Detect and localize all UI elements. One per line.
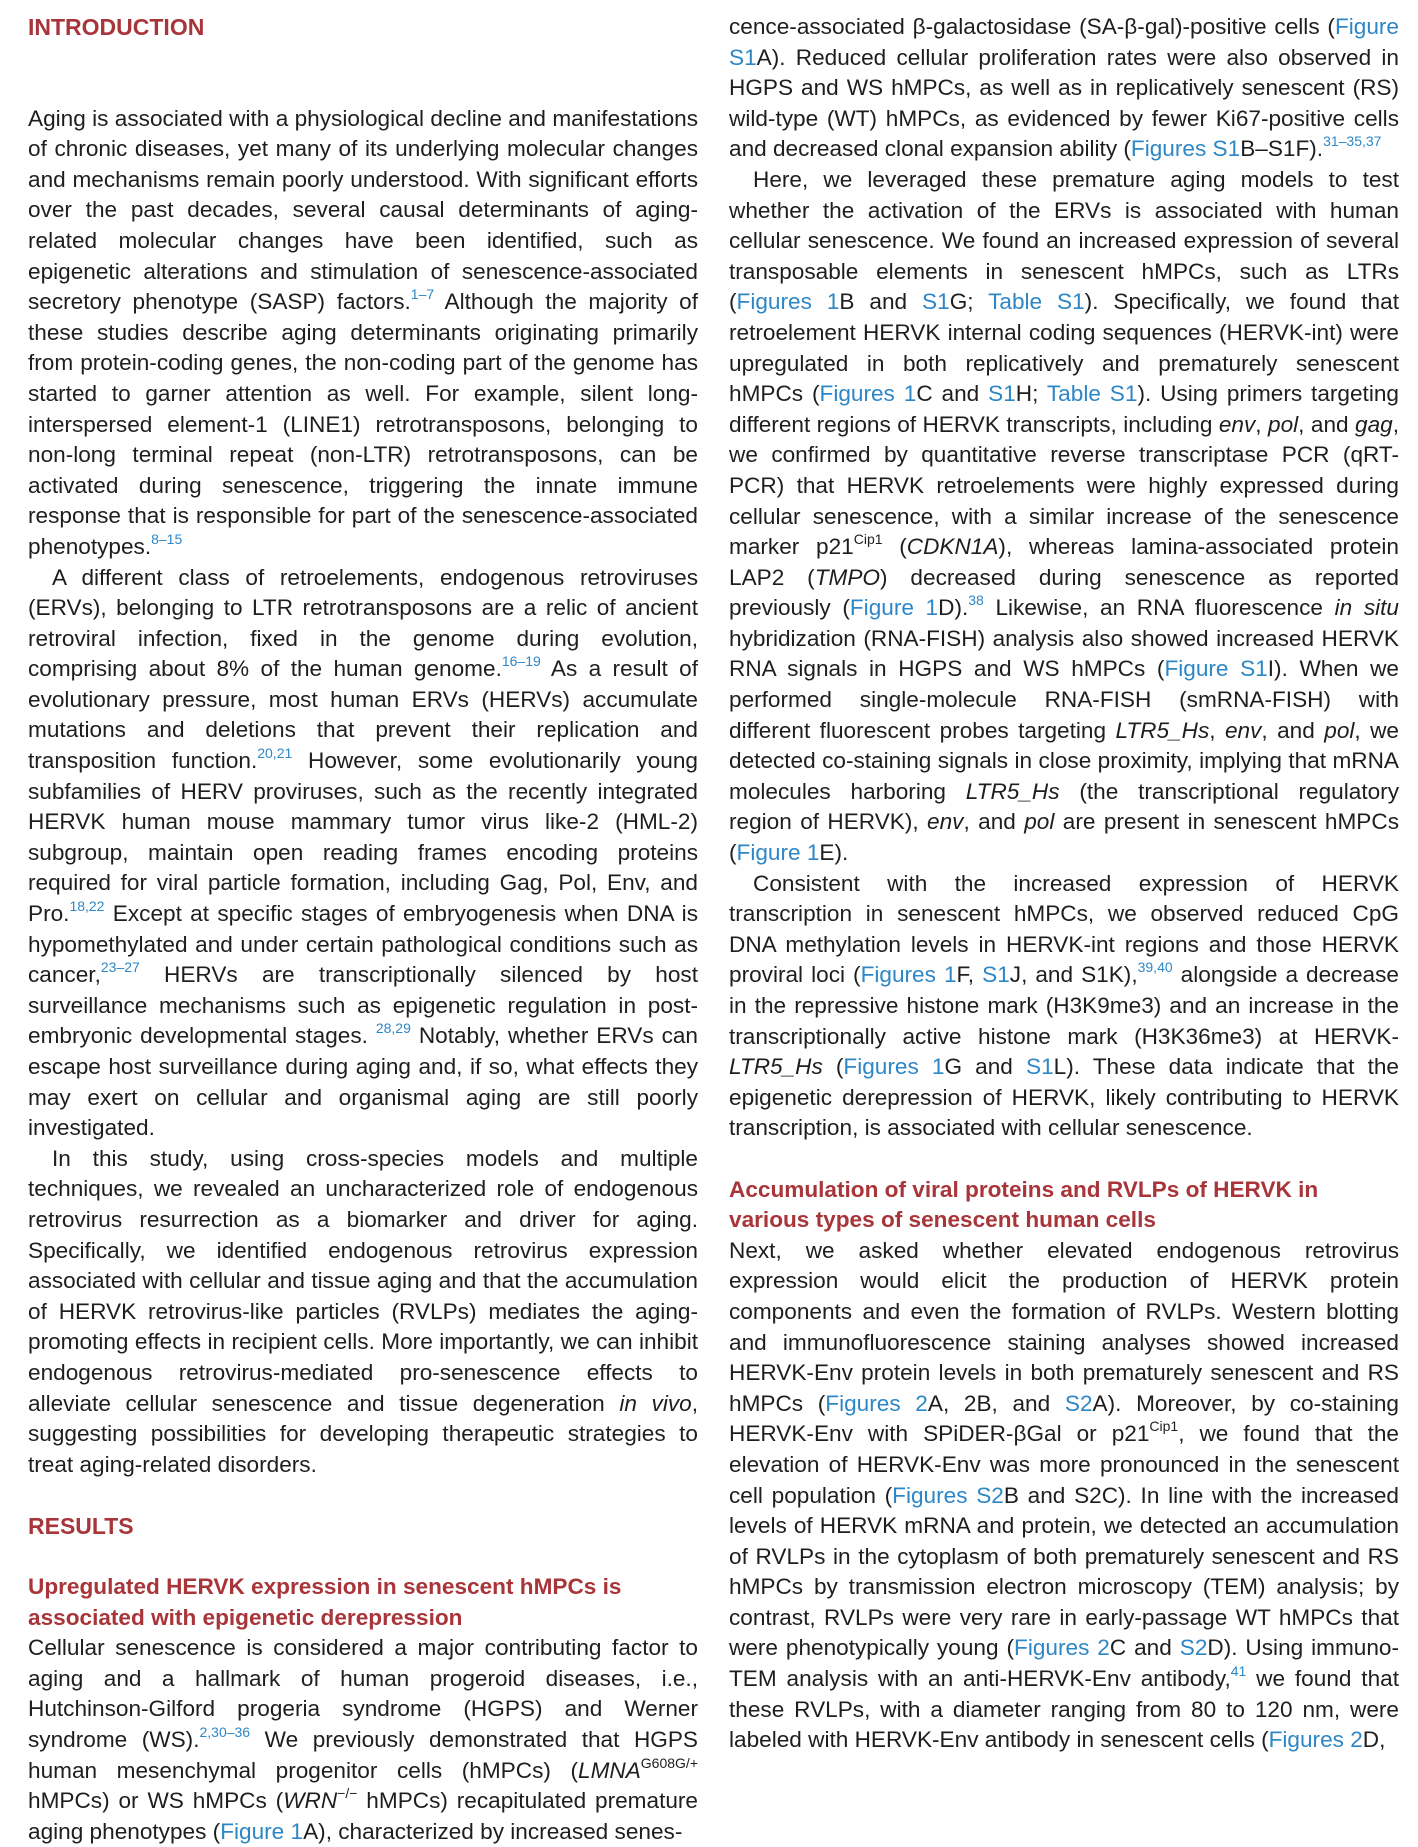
results-paragraph-1-continued: cence-associated β-galactosidase (SA-β-gal)-positive cells (Figure S1A). Reduced cellular proliferation rates were also observed in HGPS and WS hMPCs, as well as in replicatively senescent (RS) wild-type (WT) hMPCs, as evidenced by fewer Ki67-positive cells and decreased clonal expansion ability (Figures S1B–S1F).$^{31-35,37}$ [729,14,1399,162]
figure-link[interactable]: S2 [1064,1390,1093,1416]
figure-link[interactable]: Figures 2 [1014,1635,1110,1661]
reference-link[interactable]: 1–7 [410,286,435,303]
reference-link[interactable]: 38 [968,592,984,609]
reference-link[interactable]: 2,30–36 [199,1724,251,1741]
intro-paragraph-1: Aging is associated with a physiological decline and manifestations of chronic diseases, yet many of its underlying molecular changes and mechanisms remain poorly understood. With significant efforts over the past decades, several causal determinants of aging-related molecular changes have been identified, such as epigenetic alterations and stimulation of senescence-associated secretory phenotype (SASP) factors.$^{1-7}$ Although the majority of these studies describe aging determinants originating primarily from protein-coding genes, the non-coding part of the genome has started to garner attention as well. For example, silent long-interspersed element-1 (LINE1) retrotransposons, belonging to non-long terminal repeat (non-LTR) retrotransposons, can be activated during senescence, triggering the innate immune response that is responsible for part of the senescence-associated phenotypes.$^{8-15}$ [28,105,698,559]
figure-link[interactable]: Figures 2 [825,1390,928,1416]
subsection-heading-viral-proteins: Accumulation of viral proteins and RVLPs of HERVK in various types of senescent human cells [729,1176,1319,1233]
reference-link[interactable]: 18,22 [69,898,105,915]
figure-link[interactable]: Figure 1 [849,595,939,621]
table-link[interactable]: Table S1 [1046,381,1138,407]
figure-link[interactable]: S2 [1179,1635,1208,1661]
figure-link[interactable]: Figure S1 [1164,656,1268,682]
figure-link[interactable]: Figures 2 [1268,1727,1363,1753]
left-column [28,12,698,1847]
reference-link[interactable]: 8–15 [151,530,183,547]
spacer [28,1542,698,1573]
introduction-heading: INTRODUCTION [28,14,205,40]
reference-link[interactable]: 39,40 [1137,959,1173,976]
results-heading: RESULTS [28,1512,134,1539]
spacer [28,1480,698,1511]
intro-paragraph-2: A different class of retroelements, endogenous retroviruses (ERVs), belonging to LTR retrotransposons are a relic of ancient retroviral infection, fixed in the genome during evolution, comprising about 8% of the human genome.$^{16-19}$ As a result of evolutionary pressure, most human ERVs (HERVs) accumulate mutations and deletions that prevent their replication and transposition function.$^{20,21}$ However, some evolutionarily young subfamilies of HERV proviruses, such as the recently integrated HERVK human mouse mammary tumor virus like-2 (HML-2) subgroup, maintain open reading frames encoding proteins required for viral particle formation, including Gag, Pol, Env, and Pro.$^{18,22}$ Except at specific stages of embryogenesis when DNA is hypomethylated and under certain pathological conditions such as cancer,$^{23-27}$ HERVs are transcriptionally silenced by host surveillance mechanisms such as epigenetic regulation in post-embryonic developmental stages. $^{28,29}$ Notably, whether ERVs can escape host surveillance during aging and, if so, what effects they may exert on cellular and organismal aging are still poorly investigated. [28,564,699,1141]
figure-link[interactable]: Figure 1 [736,840,820,866]
reference-link[interactable]: 23–27 [100,959,140,976]
intro-paragraph-3: In this study, using cross-species models and multiple techniques, we revealed an uncharacterized role of endogenous retrovirus resurrection as a biomarker and driver for aging. Specifically, we identified endogenous retrovirus expression associated with cellular and tissue aging and that the accumulation of HERVK retrovirus-like particles (RVLPs) mediates the aging-promoting effects in recipient cells. More importantly, we can inhibit endogenous retrovirus-mediated pro-senescence effects to alleviate cellular senescence and tissue degeneration in vivo, suggesting possibilities for developing therapeutic strategies to treat aging-related disorders. [28,1145,698,1477]
spacer [729,1144,1399,1175]
figure-link[interactable]: Figures 1 [843,1054,945,1080]
figure-link[interactable]: Figure S1 [729,14,1399,70]
reference-link[interactable]: 41 [1230,1663,1247,1680]
table-link[interactable]: Table S1 [988,289,1085,315]
reference-link[interactable]: 16–19 [501,653,541,670]
results-paragraph-4: Next, we asked whether elevated endogenous retrovirus expression would elicit the production of HERVK protein components and even the formation of RVLPs. Western blotting and immunofluorescence staining analyses showed increased HERVK-Env protein levels in both prematurely senescent and RS hMPCs (Figures 2A, 2B, and S2A). Moreover, by co-staining HERVK-Env with SPiDER-βGal or $p21^{Cip1}$, we found that the elevation of HERVK-Env was more pronounced in the senescent cell population (Figures S2B and S2C). In line with the increased levels of HERVK mRNA and protein, we detected an accumulation of RVLPs in the cytoplasm of both prematurely senescent and RS hMPCs by transmission electron microscopy (TEM) analysis; by contrast, RVLPs were very rare in early-passage WT hMPCs that were phenotypically young (Figures 2C and S2D). Using immuno-TEM analysis with an anti-HERVK-Env antibody,$^{41}$ we found that these RVLPs, with a diameter ranging from 80 to 120 nm, were labeled with HERVK-Env antibody in senescent cells (Figures 2D, [729,1237,1400,1753]
figure-link[interactable]: Figures 1 [736,289,840,315]
figure-link[interactable]: S1 [922,289,950,315]
right-column [729,12,1399,1756]
figure-link[interactable]: Figures 1 [819,381,917,407]
spacer [28,43,698,104]
reference-link[interactable]: 20,21 [257,745,293,762]
subsection-heading-hervk-expression: Upregulated HERVK expression in senescent hMPCs is associated with epigenetic derepression [28,1574,622,1630]
figure-link[interactable]: Figures 1 [860,962,957,988]
figure-link[interactable]: S1 [982,962,1010,988]
figure-link[interactable]: Figure 1 [220,1818,304,1844]
results-paragraph-1: Cellular senescence is considered a major contributing factor to aging and a hallmark of human progeroid diseases, i.e., Hutchinson-Gilford progeria syndrome (HGPS) and Werner syndrome (WS).$^{2,30-36}$ We previously demonstrated that HGPS human mesenchymal progenitor cells (hMPCs) ($LMNA^{G608G/+}$ hMPCs) or WS hMPCs (WRN−/− hMPCs) recapitulated premature aging phenotypes (Figure 1A), characterized by increased senes- [28,1635,699,1844]
figure-link[interactable]: Figures S2 [892,1482,1004,1508]
figure-link[interactable]: Figures S1 [1130,136,1241,162]
figure-link[interactable]: S1 [988,381,1016,407]
results-paragraph-3: Consistent with the increased expression of HERVK transcription in senescent hMPCs, we observed reduced CpG DNA methylation levels in HERVK-int regions and those HERVK proviral loci (Figures 1F, S1J, and S1K),$^{39,40}$ alongside a decrease in the repressive histone mark (H3K9me3) and an increase in the transcriptionally active histone mark (H3K36me3) at HERVK-LTR5_Hs (Figures 1G and S1L). These data indicate that the epigenetic derepression of HERVK, likely contributing to HERVK transcription, is associated with cellular senescence. [729,870,1399,1141]
results-paragraph-2: Here, we leveraged these premature aging models to test whether the activation of the ERVs is associated with human cellular senescence. We found an increased expression of several transposable elements in senescent hMPCs, such as LTRs (Figures 1B and S1G; Table S1). Specifically, we found that retroelement HERVK internal coding sequences (HERVK-int) were upregulated in both replicatively and prematurely senescent hMPCs (Figures 1C and S1H; Table S1). Using primers targeting different regions of HERVK transcripts, including env, pol, and gag, we confirmed by quantitative reverse transcriptase PCR (qRT-PCR) that HERVK retroelements were highly expressed during cellular senescence, with a similar increase of the senescence marker $p21^{Cip1}$ (CDKN1A), whereas lamina-associated protein LAP2 (TMPO) decreased during senescence as reported previously (Figure 1D).$^{38}$ Likewise, an RNA fluorescence in situ hybridization (RNA-FISH) analysis also showed increased HERVK RNA signals in HGPS and WS hMPCs (Figure S1I). When we performed single-molecule RNA-FISH (smRNA-FISH) with different fluorescent probes targeting LTR5_Hs, env, and pol, we detected co-staining signals in close proximity, implying that mRNA molecules harboring LTR5_Hs (the transcriptional regulatory region of HERVK), env, and pol are present in senescent hMPCs (Figure 1E). [729,166,1400,866]
reference-link[interactable]: 31–35,37 [1323,133,1382,150]
figure-link[interactable]: S1 [1026,1054,1054,1080]
reference-link[interactable]: 28,29 [375,1020,411,1037]
